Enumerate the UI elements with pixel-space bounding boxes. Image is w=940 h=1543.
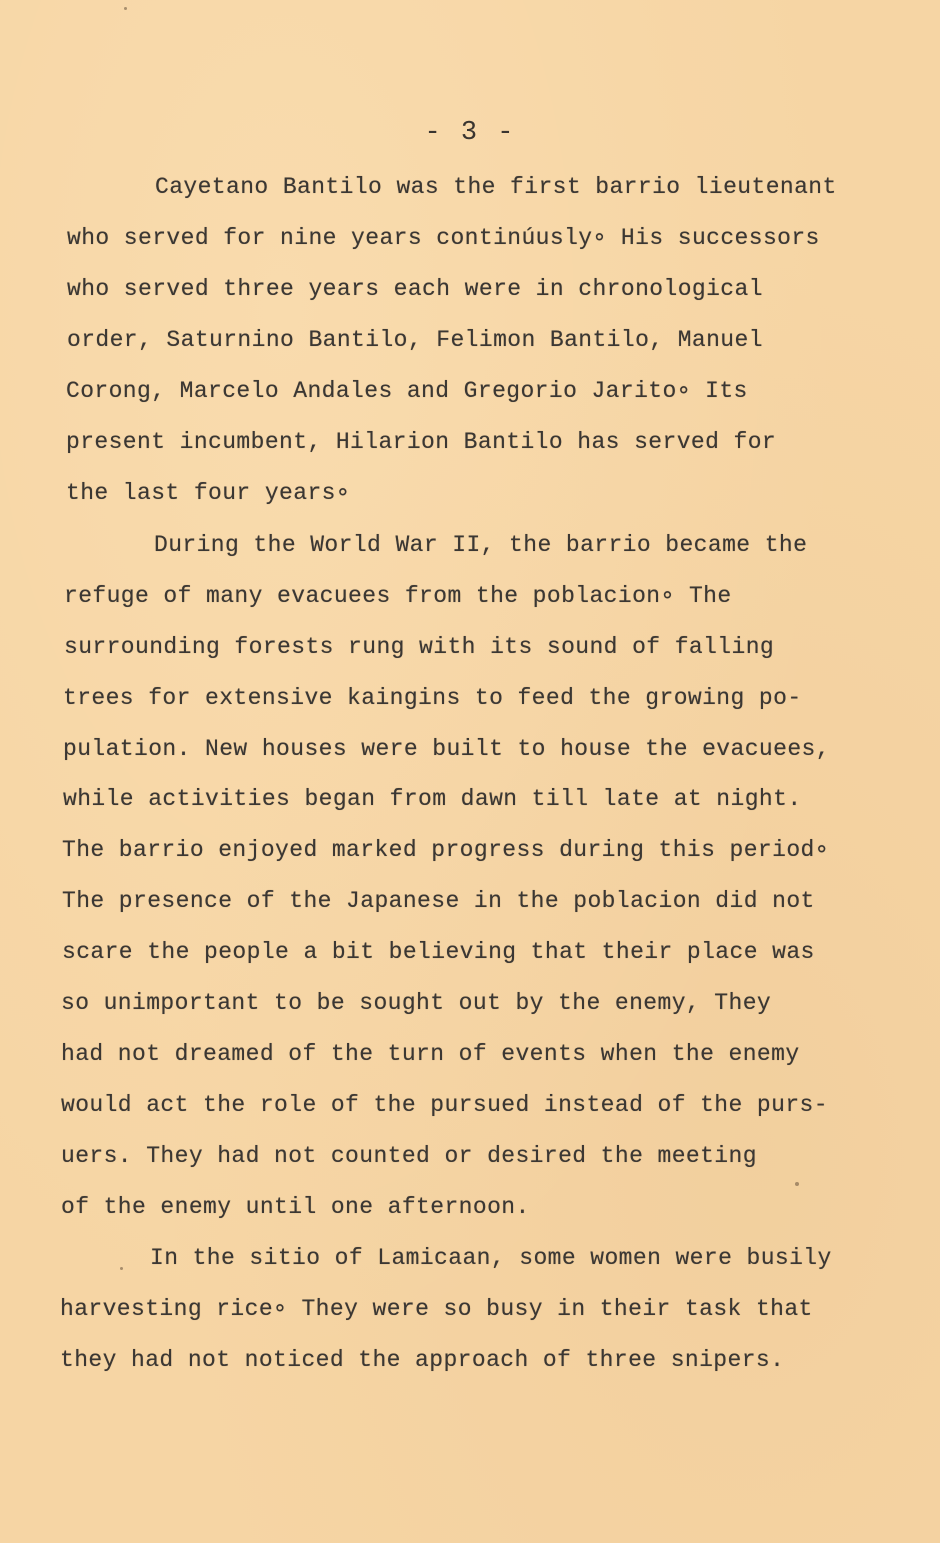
text-line: The presence of the Japanese in the poblacion did not bbox=[62, 888, 815, 914]
text-line: order, Saturnino Bantilo, Felimon Bantilo, Manuel bbox=[67, 327, 763, 353]
text-line: of the enemy until one afternoon. bbox=[61, 1194, 530, 1220]
text-line: the last four years∘ bbox=[66, 480, 351, 506]
text-line: who served three years each were in chronological bbox=[67, 276, 763, 302]
text-line: present incumbent, Hilarion Bantilo has served for bbox=[66, 429, 777, 455]
text-line: Cayetano Bantilo was the first barrio lieutenant bbox=[155, 174, 837, 200]
text-line: so unimportant to be sought out by the enemy, They bbox=[61, 990, 772, 1016]
text-line: During the World War II, the barrio became the bbox=[154, 532, 808, 558]
text-line: uers. They had not counted or desired the meeting bbox=[61, 1143, 757, 1169]
paper-speck bbox=[120, 1267, 123, 1270]
text-line: would act the role of the pursued instead of the purs- bbox=[61, 1092, 828, 1118]
text-line: The barrio enjoyed marked progress during this period∘ bbox=[62, 837, 829, 863]
text-line: they had not noticed the approach of three snipers. bbox=[60, 1347, 785, 1373]
text-line: trees for extensive kaingins to feed the growing po- bbox=[63, 685, 802, 711]
text-line: pulation. New houses were built to house the evacuees, bbox=[63, 736, 830, 762]
paper-speck bbox=[124, 7, 127, 10]
text-line: surrounding forests rung with its sound of falling bbox=[64, 634, 775, 660]
text-line: Corong, Marcelo Andales and Gregorio Jarito∘ Its bbox=[66, 378, 748, 404]
text-line: In the sitio of Lamicaan, some women were busily bbox=[150, 1245, 832, 1271]
page-number: - 3 - bbox=[424, 118, 516, 148]
paper-speck bbox=[795, 1182, 799, 1186]
text-line: harvesting rice∘ They were so busy in their task that bbox=[60, 1296, 813, 1322]
text-line: refuge of many evacuees from the poblacion∘ The bbox=[64, 583, 732, 609]
text-line: while activities began from dawn till late at night. bbox=[63, 786, 802, 812]
text-line: who served for nine years continúusly∘ His successors bbox=[67, 225, 820, 251]
text-line: had not dreamed of the turn of events when the enemy bbox=[61, 1041, 800, 1067]
text-line: scare the people a bit believing that their place was bbox=[62, 939, 815, 965]
